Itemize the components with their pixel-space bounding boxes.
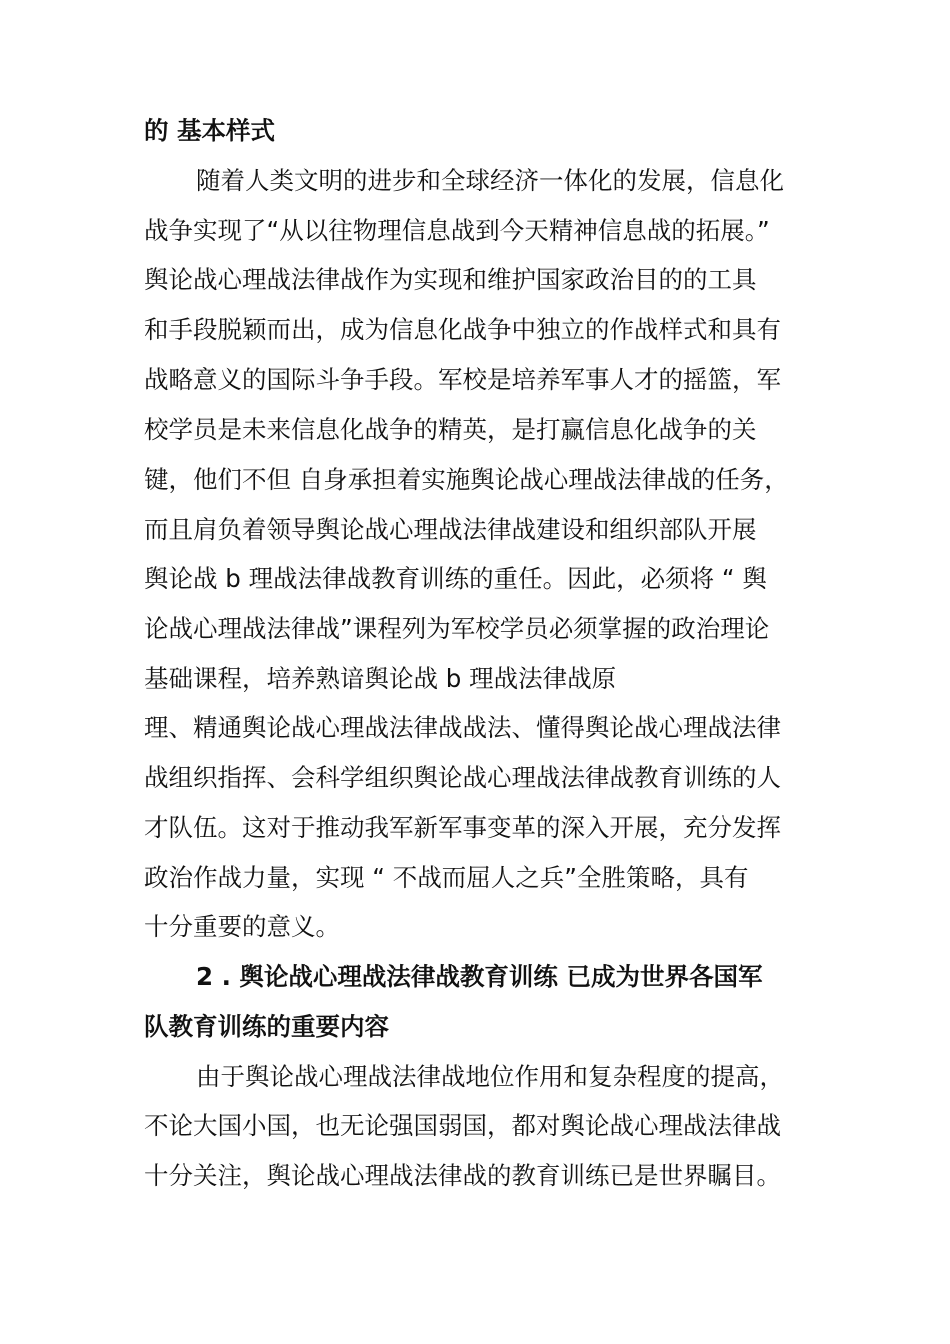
paragraph-line: 随着人类文明的进步和全球经济一体化的发展，信息化 bbox=[196, 166, 784, 195]
paragraph-line: 十分关注，舆论战心理战法律战的教育训练已是世界瞩目。 bbox=[144, 1161, 781, 1190]
paragraph-line: 才队伍。这对于推动我军新军事变革的深入开展，充分发挥 bbox=[144, 813, 781, 842]
paragraph-line: 舆论战 b 理战法律战教育训练的重任。因此，必须将 “ 舆 bbox=[144, 564, 767, 593]
paragraph-line: 校学员是未来信息化战争的精英，是打赢信息化战争的关 bbox=[144, 415, 757, 444]
section-heading: 队教育训练的重要内容 bbox=[144, 1012, 389, 1041]
paragraph-line: 舆论战心理战法律战作为实现和维护国家政治目的的工具 bbox=[144, 265, 757, 294]
paragraph-line: 战争实现了“从以往物理信息战到今天精神信息战的拓展。” bbox=[144, 216, 770, 245]
paragraph-line: 十分重要的意义。 bbox=[144, 912, 340, 941]
section-heading-tail: 的 基本样式 bbox=[144, 116, 276, 145]
paragraph-line: 而且肩负着领导舆论战心理战法律战建设和组织部队开展 bbox=[144, 515, 757, 544]
paragraph-line: 和手段脱颖而出，成为信息化战争中独立的作战样式和具有 bbox=[144, 315, 781, 344]
paragraph-line: 战组织指挥、会科学组织舆论战心理战法律战教育训练的人 bbox=[144, 763, 781, 792]
paragraph-line: 论战心理战法律战”课程列为军校学员必须掌握的政治理论 bbox=[144, 614, 770, 643]
paragraph-line: 政治作战力量，实现 “ 不战而屈人之兵”全胜策略，具有 bbox=[144, 863, 749, 892]
paragraph-line: 战略意义的国际斗争手段。军校是培养军事人才的摇篮，军 bbox=[144, 365, 781, 394]
paragraph-line: 由于舆论战心理战法律战地位作用和复杂程度的提高， bbox=[196, 1062, 784, 1091]
section-heading: 2 . 舆论战心理战法律战教育训练 已成为世界各国军 bbox=[196, 962, 763, 991]
paragraph-line: 基础课程，培养熟谙舆论战 b 理战法律战原 bbox=[144, 664, 617, 693]
paragraph-line: 键，他们不但 自身承担着实施舆论战心理战法律战的任务， bbox=[144, 465, 789, 494]
paragraph-line: 理、精通舆论战心理战法律战战法、懂得舆论战心理战法律 bbox=[144, 713, 781, 742]
paragraph-line: 不论大国小国，也无论强国弱国，都对舆论战心理战法律战 bbox=[144, 1111, 781, 1140]
